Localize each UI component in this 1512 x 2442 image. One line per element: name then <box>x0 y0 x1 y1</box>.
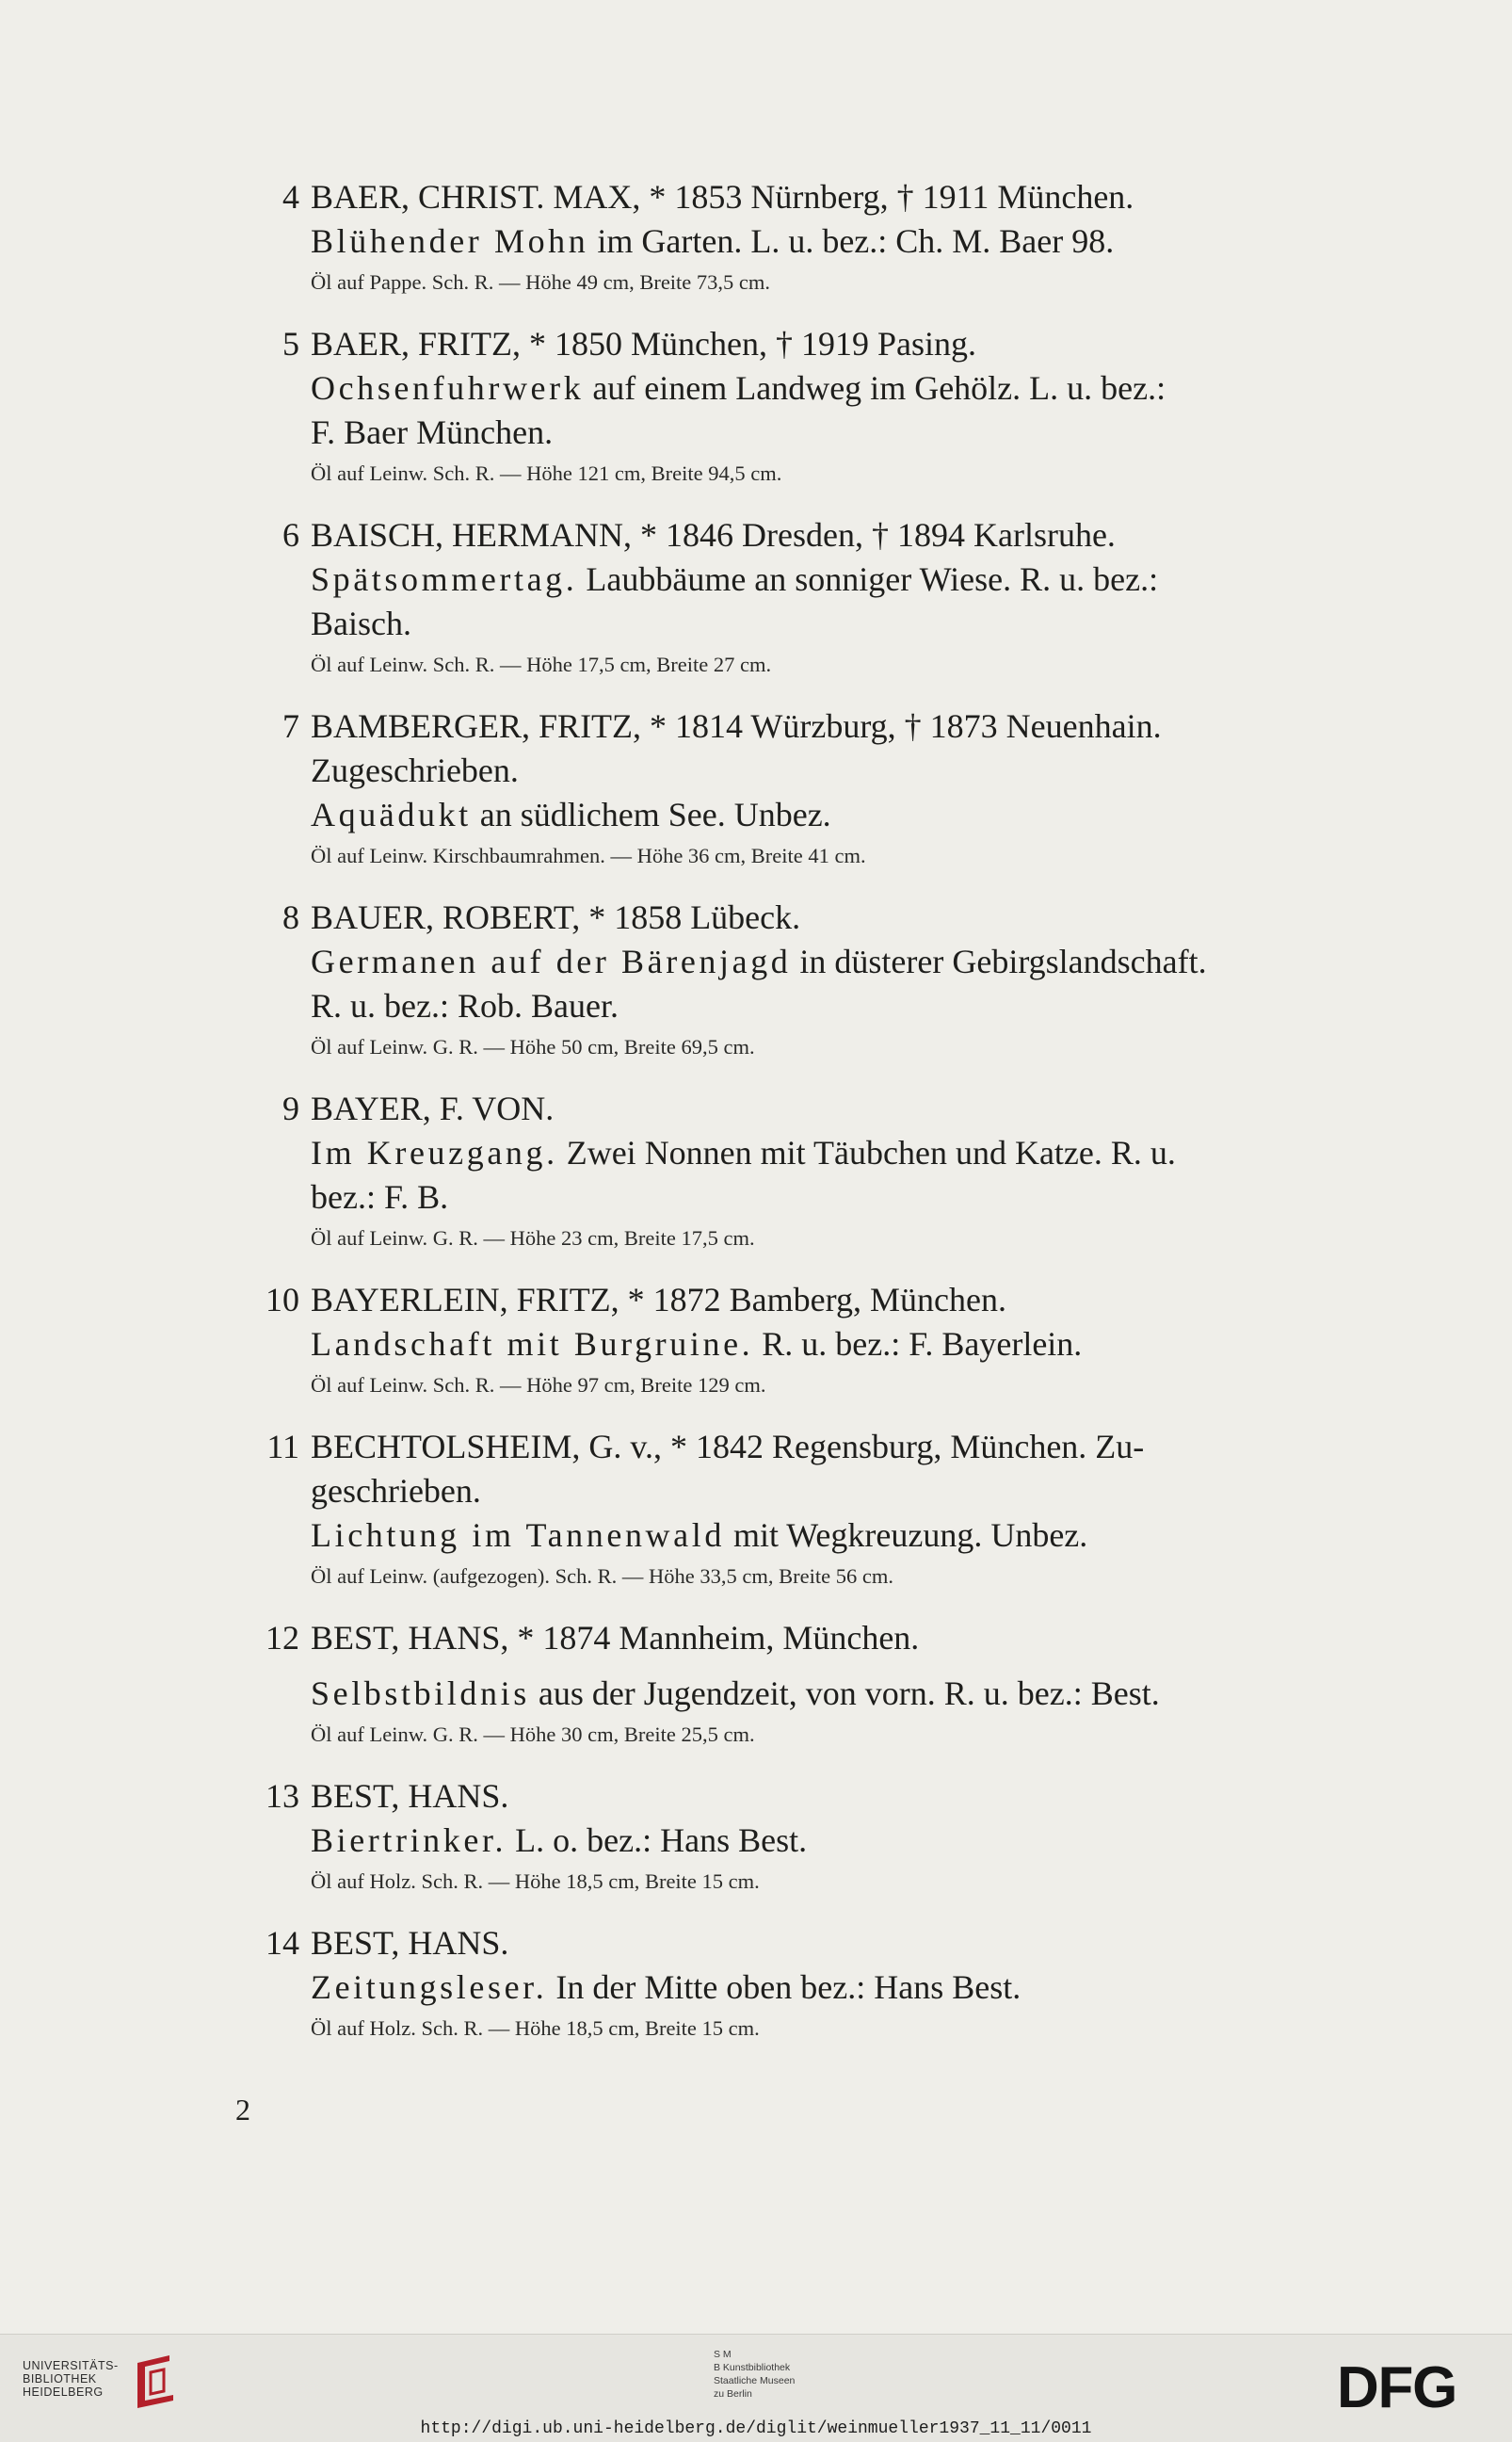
entry-number: 7 <box>282 707 299 745</box>
entry-description: mit Wegkreuzung. Unbez. <box>724 1516 1088 1554</box>
entry-number: 14 <box>265 1924 299 1962</box>
catalog-entry <box>245 1616 1375 1752</box>
sm-logo-line: S M <box>714 2349 732 2360</box>
page-number: 2 <box>235 2093 250 2127</box>
entry-description-line <box>311 219 1375 264</box>
catalog-entry <box>245 1921 1375 2046</box>
entry-artist-line: BEST, HANS. <box>311 1777 509 1815</box>
entry-artist-line: BAISCH, HERMANN, * 1846 Dresden, † 1894 Karlsruhe. <box>311 516 1116 554</box>
entry-description-line: Baisch. <box>311 605 411 642</box>
catalog-entry <box>245 896 1375 1064</box>
entry-technique: Öl auf Leinw. Sch. R. — Höhe 97 cm, Breite 129 cm. <box>311 1373 766 1397</box>
entry-technique: Öl auf Leinw. G. R. — Höhe 30 cm, Breite 25,5 cm. <box>311 1722 755 1746</box>
entry-number: 9 <box>282 1090 299 1127</box>
entry-technique: Öl auf Leinw. Sch. R. — Höhe 17,5 cm, Breite 27 cm. <box>311 653 772 676</box>
entry-description-line <box>311 793 1375 837</box>
catalog-entry <box>245 704 1375 873</box>
entry-description-line <box>311 366 1375 411</box>
entry-number: 13 <box>265 1777 299 1815</box>
entry-description: Zwei Nonnen mit Täubchen und Katze. R. u. <box>557 1134 1176 1172</box>
entry-number: 5 <box>282 325 299 363</box>
entry-artist-line: BEST, HANS, * 1874 Mannheim, München. <box>311 1619 920 1657</box>
entry-title: Blühender Mohn <box>311 222 589 260</box>
entry-description-line <box>311 940 1375 984</box>
entry-number: 10 <box>265 1281 299 1318</box>
catalog-entry <box>245 322 1375 491</box>
entry-description-line <box>311 1513 1375 1558</box>
entry-description-line <box>311 1131 1375 1175</box>
sm-logo-line: B Kunstbibliothek <box>714 2362 791 2373</box>
entry-number: 8 <box>282 898 299 936</box>
entry-description: L. o. bez.: Hans Best. <box>507 1821 808 1859</box>
entry-number: 6 <box>282 516 299 554</box>
entry-description: im Garten. L. u. bez.: Ch. M. Baer 98. <box>588 222 1115 260</box>
entry-title: Zeitungsleser. <box>311 1968 548 2006</box>
catalog-entry <box>245 1087 1375 1255</box>
entry-number: 4 <box>282 178 299 216</box>
entry-artist-line: BAER, FRITZ, * 1850 München, † 1919 Pasing. <box>311 325 976 363</box>
entry-artist-line: BAER, CHRIST. MAX, * 1853 Nürnberg, † 1911 München. <box>311 178 1134 216</box>
university-logo-line: HEIDELBERG <box>23 2385 104 2399</box>
entry-description-line <box>311 1965 1375 2010</box>
entry-title: Lichtung im Tannenwald <box>311 1516 725 1554</box>
staatliche-museen-logo[interactable] <box>714 2348 795 2401</box>
entry-description-line <box>311 558 1375 602</box>
entry-technique: Öl auf Leinw. G. R. — Höhe 23 cm, Breite 17,5 cm. <box>311 1226 755 1250</box>
entry-technique: Öl auf Leinw. (aufgezogen). Sch. R. — Höhe 33,5 cm, Breite 56 cm. <box>311 1564 893 1588</box>
entry-description: in düsterer Gebirgslandschaft. <box>791 943 1207 980</box>
entry-description-line <box>311 1819 1375 1863</box>
catalog-entry <box>245 513 1375 682</box>
entry-description-line <box>311 1672 1375 1716</box>
entry-description-line <box>311 1322 1375 1367</box>
university-library-logo[interactable] <box>23 2359 119 2399</box>
entry-technique: Öl auf Pappe. Sch. R. — Höhe 49 cm, Breite 73,5 cm. <box>311 270 771 294</box>
entry-technique: Öl auf Holz. Sch. R. — Höhe 18,5 cm, Breite 15 cm. <box>311 2016 760 2040</box>
entry-artist-line: geschrieben. <box>311 1472 481 1510</box>
catalog-entry <box>245 1774 1375 1899</box>
sm-logo-line: zu Berlin <box>714 2388 752 2400</box>
catalog-entry <box>245 1425 1375 1593</box>
entry-artist-line: BECHTOLSHEIM, G. v., * 1842 Regensburg, München. Zu- <box>311 1428 1145 1465</box>
entry-artist-line: Zugeschrieben. <box>311 752 519 789</box>
entry-artist-line: BAUER, ROBERT, * 1858 Lübeck. <box>311 898 801 936</box>
entry-title: Aquädukt <box>311 796 472 833</box>
dfg-logo[interactable]: DFG <box>1337 2355 1457 2420</box>
entry-technique: Öl auf Leinw. G. R. — Höhe 50 cm, Breite 69,5 cm. <box>311 1035 755 1059</box>
viewer-footer <box>0 2334 1512 2442</box>
catalog-entry <box>245 1278 1375 1402</box>
entry-description: Laubbäume an sonniger Wiese. R. u. bez.: <box>577 560 1159 598</box>
entry-description-line: bez.: F. B. <box>311 1178 449 1216</box>
university-mark-icon <box>132 2353 179 2408</box>
entry-description: auf einem Landweg im Gehölz. L. u. bez.: <box>584 369 1166 407</box>
entry-description: R. u. bez.: F. Bayerlein. <box>753 1325 1083 1363</box>
sm-logo-line: Staatliche Museen <box>714 2375 796 2386</box>
entry-title: Spätsommertag. <box>311 560 578 598</box>
entry-technique: Öl auf Leinw. Kirschbaumrahmen. — Höhe 36 cm, Breite 41 cm. <box>311 844 866 867</box>
entry-title: Germanen auf der Bärenjagd <box>311 943 792 980</box>
entry-artist-line: BAYER, F. VON. <box>311 1090 555 1127</box>
entry-title: Selbstbildnis <box>311 1674 530 1712</box>
entry-artist-line: BEST, HANS. <box>311 1924 509 1962</box>
entry-number: 12 <box>265 1619 299 1657</box>
entry-description: an südlichem See. Unbez. <box>471 796 831 833</box>
entry-title: Ochsenfuhrwerk <box>311 369 585 407</box>
entry-description: In der Mitte oben bez.: Hans Best. <box>547 1968 1021 2006</box>
university-logo-line: BIBLIOTHEK <box>23 2372 97 2385</box>
catalog-entry <box>245 175 1375 299</box>
catalog-entries <box>245 175 1375 2046</box>
entry-description-line: R. u. bez.: Rob. Bauer. <box>311 987 619 1025</box>
entry-title: Landschaft mit Burgruine. <box>311 1325 754 1363</box>
entry-artist-line: BAMBERGER, FRITZ, * 1814 Würzburg, † 1873 Neuenhain. <box>311 707 1162 745</box>
page-url[interactable]: http://digi.ub.uni-heidelberg.de/diglit/weinmueller1937_11_11/0011 <box>420 2419 1092 2438</box>
entry-artist-line: BAYERLEIN, FRITZ, * 1872 Bamberg, München. <box>311 1281 1006 1318</box>
entry-description: aus der Jugendzeit, von vorn. R. u. bez.: Best. <box>529 1674 1160 1712</box>
entry-title: Biertrinker. <box>311 1821 507 1859</box>
entry-title: Im Kreuzgang. <box>311 1134 558 1172</box>
entry-technique: Öl auf Holz. Sch. R. — Höhe 18,5 cm, Breite 15 cm. <box>311 1869 760 1893</box>
entry-description-line: F. Baer München. <box>311 413 554 451</box>
university-logo-line: UNIVERSITÄTS- <box>23 2359 119 2372</box>
entry-number: 11 <box>266 1428 299 1465</box>
entry-technique: Öl auf Leinw. Sch. R. — Höhe 121 cm, Breite 94,5 cm. <box>311 461 782 485</box>
